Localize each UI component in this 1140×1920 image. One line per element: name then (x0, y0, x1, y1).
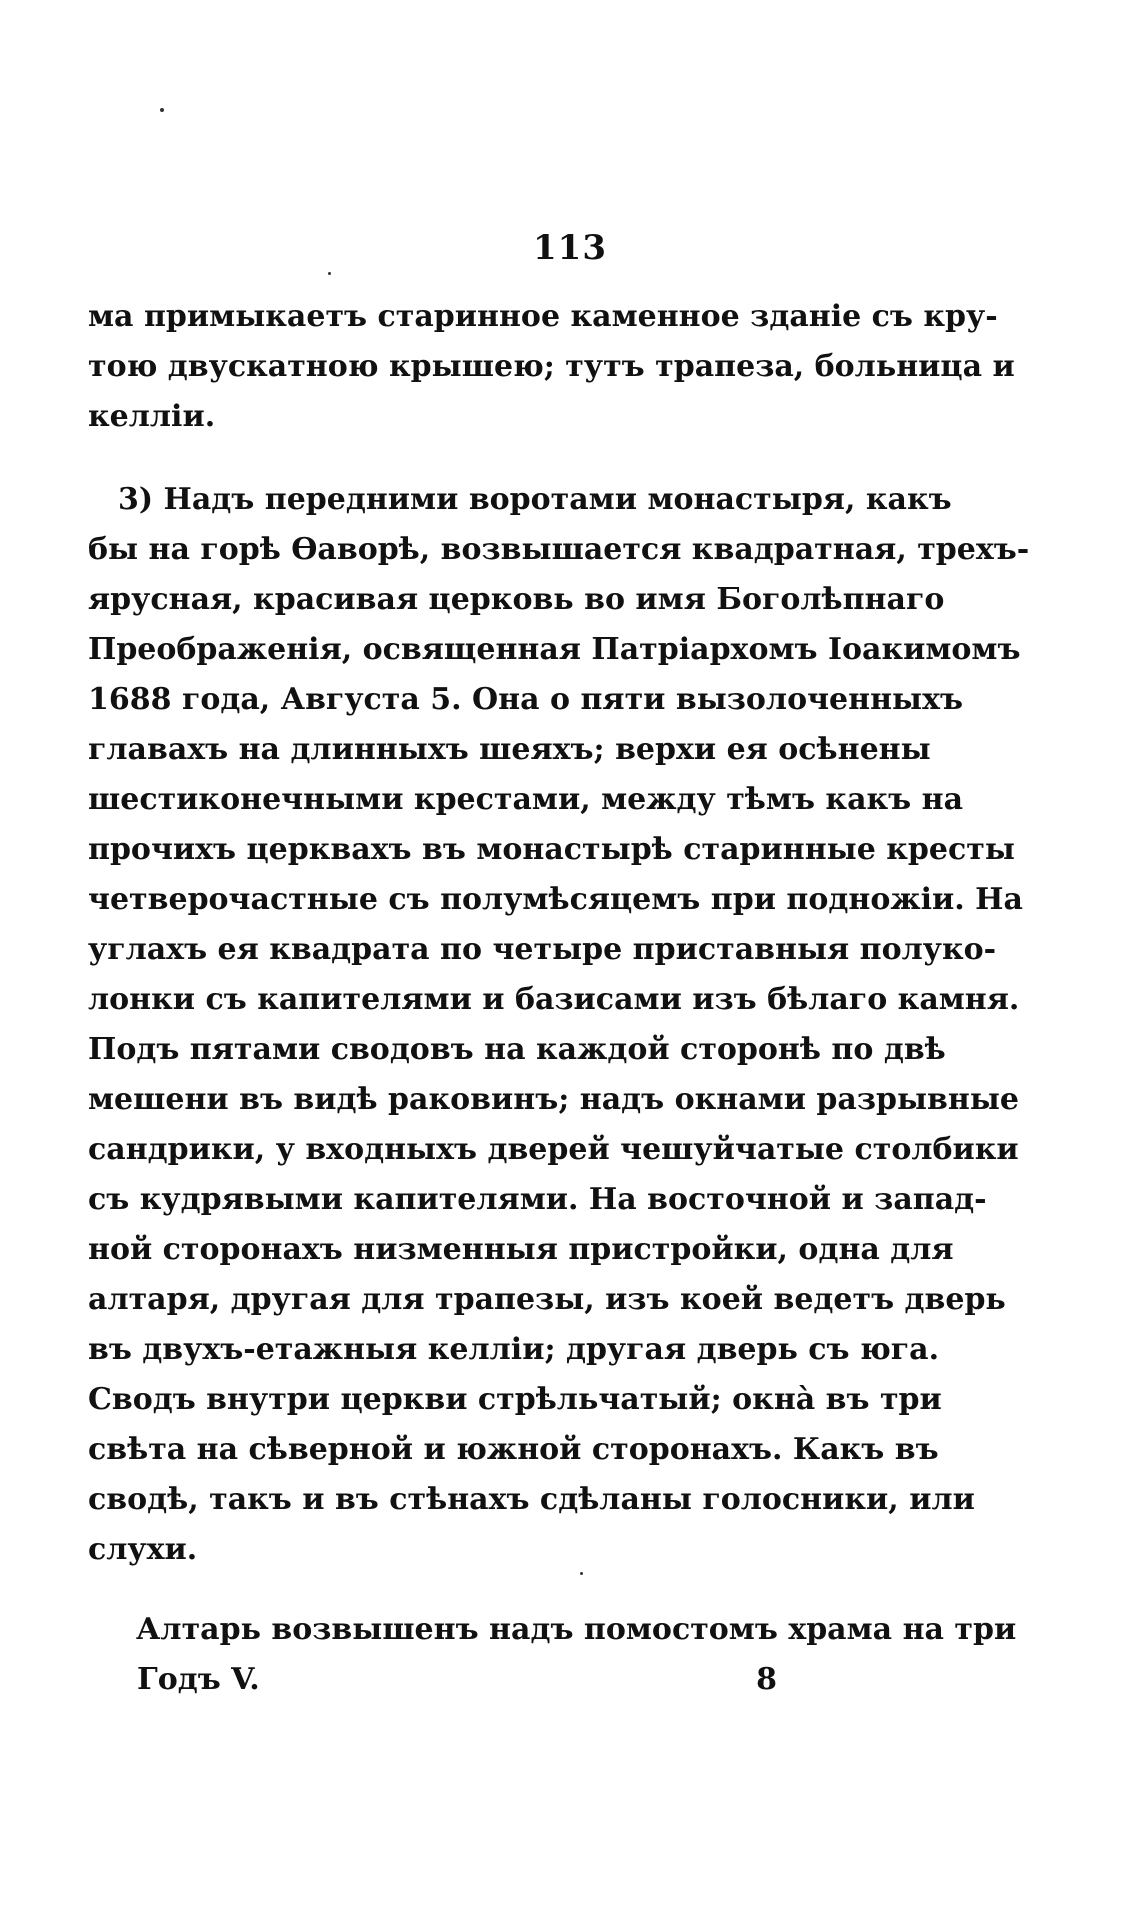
page-number: 113 (533, 228, 607, 268)
text-line: ма примыкаетъ старинное каменное зданіе съ кру- (88, 299, 998, 334)
text-line: ярусная, красивая церковь во имя Боголѣпнаго (88, 582, 945, 617)
signature-mark: Годъ V. (137, 1662, 260, 1697)
text-line: Подъ пятами сводовъ на каждой сторонѣ по двѣ (88, 1032, 946, 1067)
continuation-text (88, 292, 1015, 442)
text-line: келліи. (88, 399, 216, 434)
text-line: ной сторонахъ низменныя пристройки, одна для (88, 1232, 954, 1267)
text-line: Преображенія, освященная Патріархомъ Іоакимомъ (88, 632, 1021, 667)
text-line: главахъ на длинныхъ шеяхъ; верхи ея осѣнены (88, 732, 931, 767)
text-line: тою двускатною крышею; тутъ трапеза, больница и (88, 349, 1015, 384)
sheet-number: 8 (756, 1662, 777, 1697)
text-line: 3) Надъ передними воротами монастыря, какъ (118, 482, 952, 517)
text-line: сводѣ, такъ и въ стѣнахъ сдѣланы голосники, или (88, 1482, 975, 1517)
text-line: сандрики, у входныхъ дверей чешуйчатые столбики (88, 1132, 1019, 1167)
text-line: Сводъ внутри церкви стрѣльчатый; окнà въ три (88, 1382, 942, 1417)
text-line: съ кудрявыми капителями. На восточной и запад- (88, 1182, 987, 1217)
text-line: лонки съ капителями и базисами изъ бѣлаго камня. (88, 982, 1020, 1017)
text-line: Алтарь возвышенъ надъ помостомъ храма на три (136, 1612, 1017, 1647)
text-line: въ двухъ-етажныя келліи; другая дверь съ юга. (88, 1332, 940, 1367)
paragraph-3 (88, 475, 1030, 1575)
text-line: бы на горѣ Ѳаворѣ, возвышается квадратная, трехъ- (88, 532, 1030, 567)
paper-speck (160, 108, 164, 112)
text-line: четверочастные съ полумѣсяцемъ при подножіи. На (88, 882, 1023, 917)
next-paragraph (88, 1605, 1017, 1655)
text-line: углахъ ея квадрата по четыре приставныя полуко- (88, 932, 997, 967)
paper-speck (328, 272, 331, 275)
text-line: мешени въ видѣ раковинъ; надъ окнами разрывные (88, 1082, 1019, 1117)
text-line: слухи. (88, 1532, 198, 1567)
text-line: шестиконечными крестами, между тѣмъ какъ на (88, 782, 964, 817)
text-line: 1688 года, Августа 5. Она о пяти вызолоченныхъ (88, 682, 964, 717)
text-line: прочихъ церквахъ въ монастырѣ старинные кресты (88, 832, 1015, 867)
page-footer (137, 1655, 777, 1705)
text-line: алтаря, другая для трапезы, изъ коей ведетъ дверь (88, 1282, 1006, 1317)
text-line: свѣта на сѣверной и южной сторонахъ. Какъ въ (88, 1432, 939, 1467)
